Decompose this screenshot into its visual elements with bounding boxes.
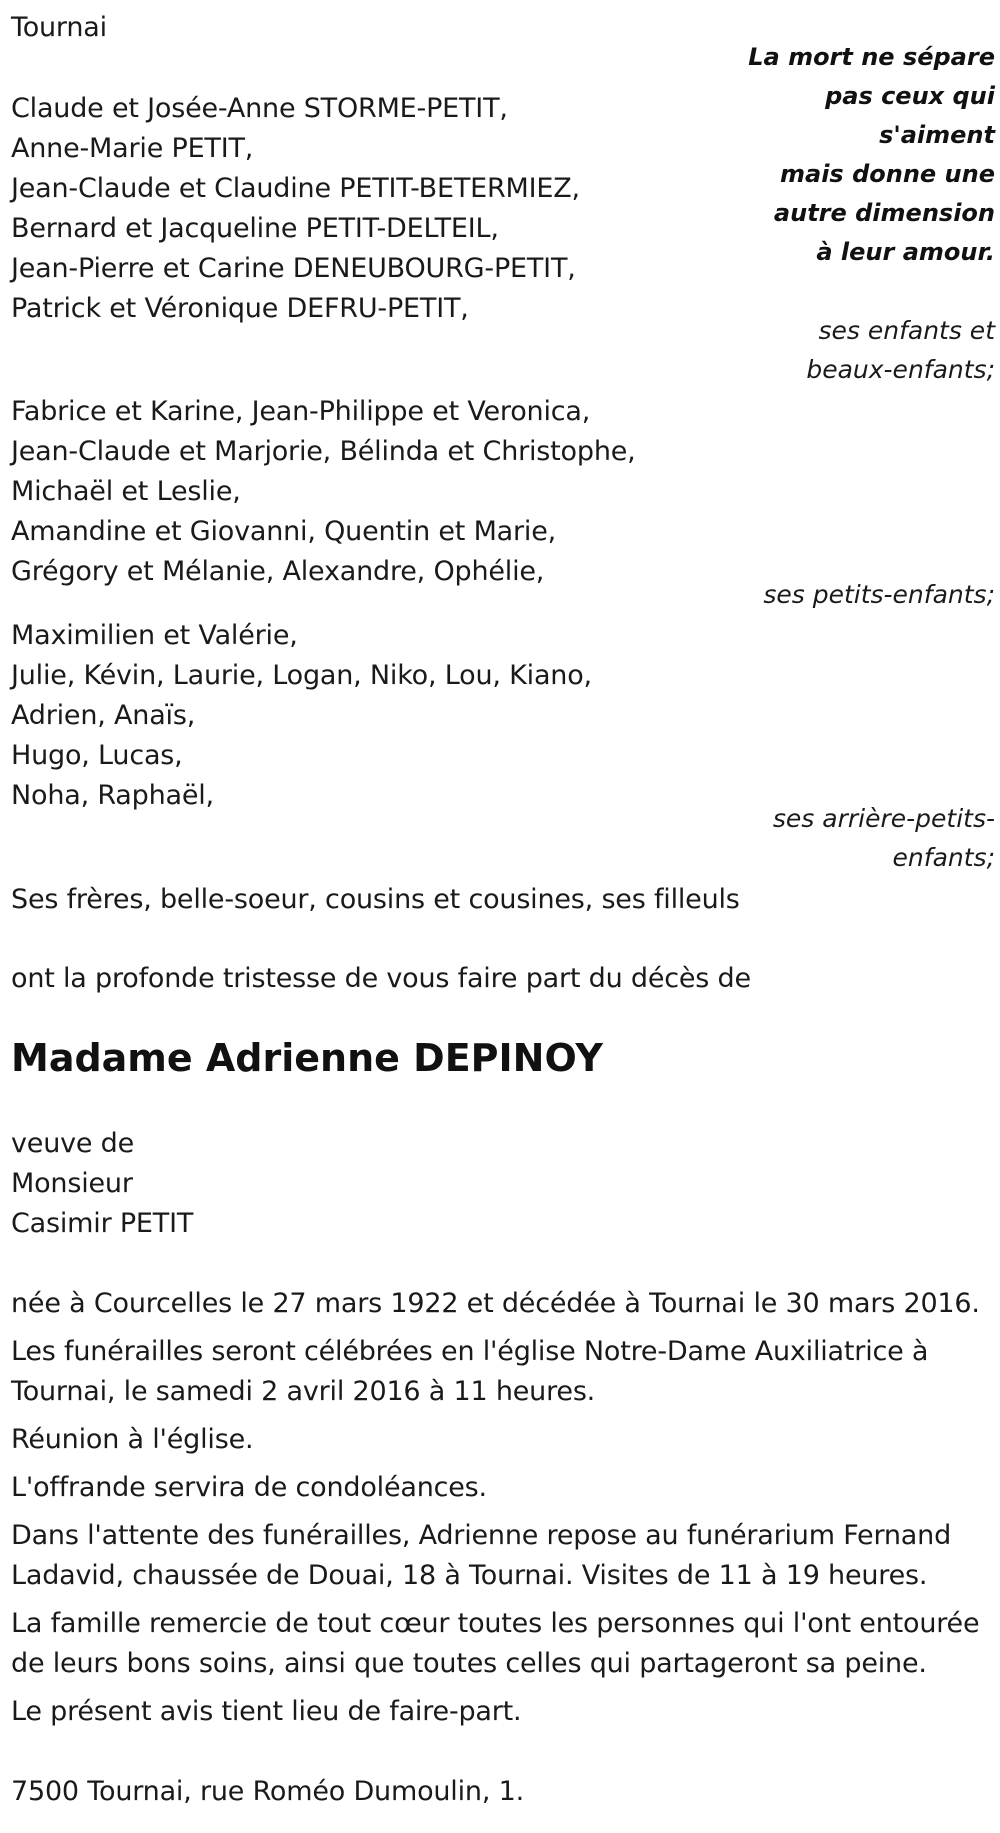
quote-line: s'aiment (879, 121, 995, 149)
city-heading: Tournai (11, 12, 107, 43)
children-line: Claude et Josée-Anne STORME-PETIT, (11, 93, 508, 124)
quote-line: à leur amour. (816, 238, 995, 266)
funerarium-line: Ladavid, chaussée de Douai, 18 à Tournai. Visites de 11 à 19 heures. (11, 1560, 928, 1591)
birth-death-line: née à Courcelles le 27 mars 1922 et décédée à Tournai le 30 mars 2016. (11, 1288, 980, 1319)
quote-block (748, 38, 995, 272)
quote-line: pas ceux qui (825, 82, 995, 110)
widow-of-line: Casimir PETIT (11, 1208, 194, 1239)
great-grandchildren-line: Adrien, Anaïs, (11, 700, 196, 731)
children-line: Patrick et Véronique DEFRU-PETIT, (11, 293, 469, 324)
children-line: Bernard et Jacqueline PETIT-DELTEIL, (11, 213, 499, 244)
announcement-text: ont la profonde tristesse de vous faire part du décès de (11, 963, 751, 994)
address-line: 7500 Tournai, rue Roméo Dumoulin, 1. (11, 1776, 524, 1807)
funeral-line: Les funérailles seront célébrées en l'église Notre-Dame Auxiliatrice à (11, 1336, 929, 1367)
grandchildren-line: Fabrice et Karine, Jean-Philippe et Veronica, (11, 396, 591, 427)
grandchildren-label: ses petits-enfants; (763, 580, 995, 609)
children-line: Anne-Marie PETIT, (11, 133, 254, 164)
great-grandchildren-line: Julie, Kévin, Laurie, Logan, Niko, Lou, Kiano, (11, 660, 592, 691)
great-grandchildren-line: Noha, Raphaël, (11, 780, 214, 811)
children-label: beaux-enfants; (806, 355, 995, 384)
gathering-line: Réunion à l'église. (11, 1424, 254, 1455)
quote-line: La mort ne sépare (748, 43, 995, 71)
notice-line: Le présent avis tient lieu de faire-part. (11, 1696, 522, 1727)
great-grandchildren-line: Hugo, Lucas, (11, 740, 183, 771)
widow-of-line: veuve de (11, 1128, 135, 1159)
great-grandchildren-label: ses arrière-petits- (772, 804, 995, 833)
grandchildren-line: Grégory et Mélanie, Alexandre, Ophélie, (11, 556, 545, 587)
great-grandchildren-line: Maximilien et Valérie, (11, 620, 298, 651)
children-label: ses enfants et (818, 316, 995, 345)
thanks-line: de leurs bons soins, ainsi que toutes celles qui partageront sa peine. (11, 1648, 927, 1679)
offering-line: L'offrande servira de condoléances. (11, 1472, 487, 1503)
great-grandchildren-label: enfants; (892, 843, 995, 872)
children-line: Jean-Pierre et Carine DENEUBOURG-PETIT, (11, 253, 576, 284)
grandchildren-line: Jean-Claude et Marjorie, Bélinda et Christophe, (11, 436, 636, 467)
funeral-line: Tournai, le samedi 2 avril 2016 à 11 heures. (11, 1376, 596, 1407)
quote-line: autre dimension (773, 199, 995, 227)
thanks-line: La famille remercie de tout cœur toutes les personnes qui l'ont entourée (11, 1608, 980, 1639)
deceased-name: Madame Adrienne DEPINOY (11, 1036, 603, 1080)
grandchildren-line: Amandine et Giovanni, Quentin et Marie, (11, 516, 557, 547)
funerarium-line: Dans l'attente des funérailles, Adrienne repose au funérarium Fernand (11, 1520, 952, 1551)
grandchildren-line: Michaël et Leslie, (11, 476, 241, 507)
widow-of-line: Monsieur (11, 1168, 133, 1199)
children-line: Jean-Claude et Claudine PETIT-BETERMIEZ, (11, 173, 580, 204)
other-relatives: Ses frères, belle-soeur, cousins et cousines, ses filleuls (11, 884, 740, 915)
quote-line: mais donne une (780, 160, 995, 188)
